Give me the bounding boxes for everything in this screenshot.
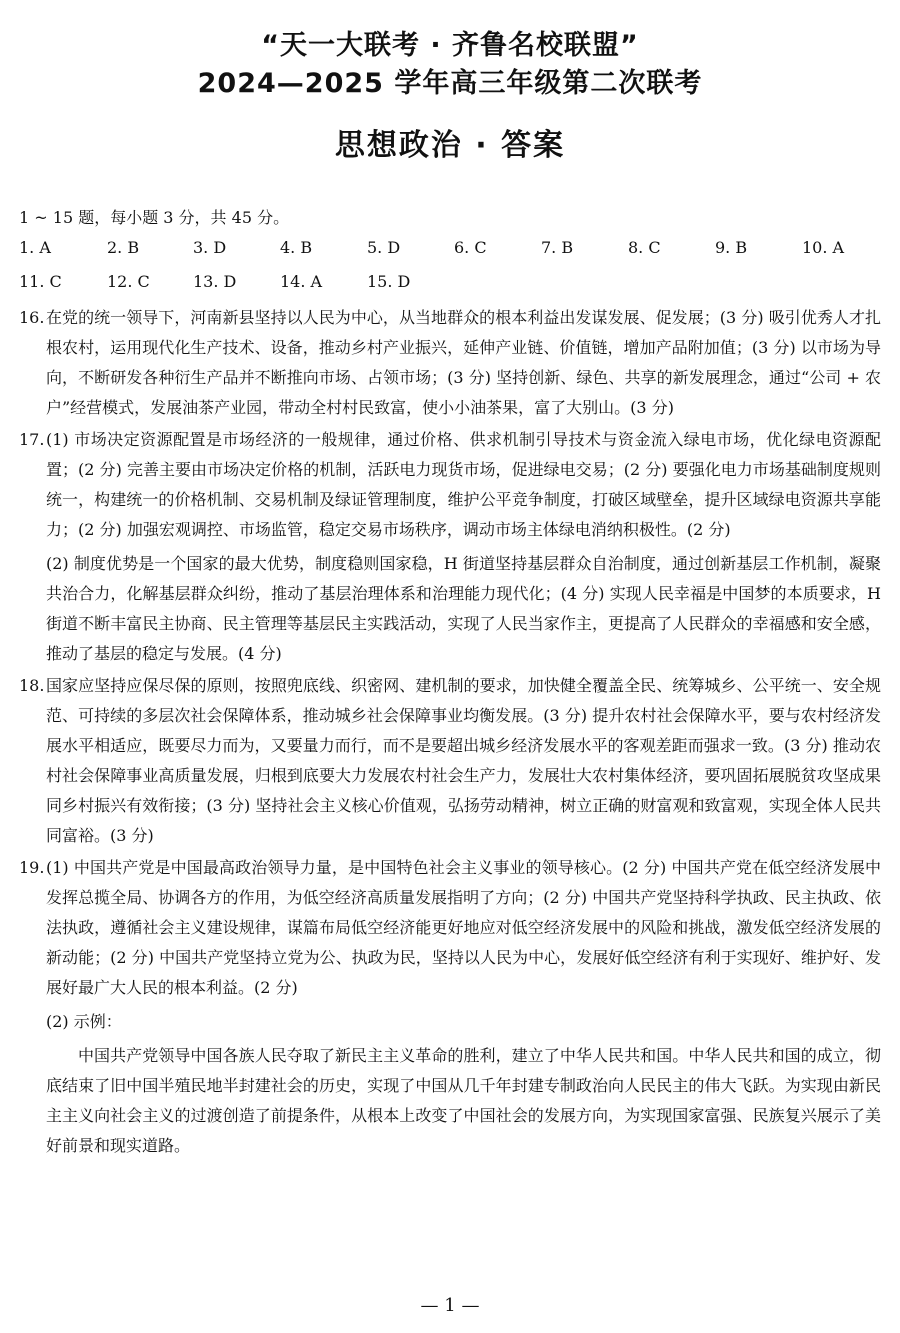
answer-text: 在党的统一领导下，河南新县坚持以人民为中心，从当地群众的根本利益出发谋发展、促发展；(3 分) 吸引优秀人才扎根农村，运用现代化生产技术、设备，推动乡村产业振兴，延伸产业链、价值链，增加产品附加值；(3 分) 以市场为导向，不断研发各种衍生产品并不断推向市场、占领市场；(3 分) 坚持创新、绿色、共享的新发展理念，通过“公司 + 农户”经营模式，发展油茶产业园，带动全村村民致富，使小小油茶果，富了大别山。(3 分) xyxy=(46,308,881,417)
exam-series-title: “天一大联考 · 齐鲁名校联盟” xyxy=(261,30,639,61)
answer-part-1: (1) 市场决定资源配置是市场经济的一般规律，通过价格、供求机制引导技术与资金流入绿电市场，优化绿电资源配置；(2 分) 完善主要由市场决定价格的机制，活跃电力现货市场，促进绿电交易；(2 分) 要强化电力市场基础制度规则统一，构建统一的价格机制、交易机制及绿证管理制度，维护公平竞争制度，打破区域壁垒，提升区域绿电资源共享能力；(2 分) 加强宏观调控、市场监管，稳定交易市场秩序，调动市场主体绿电消纳积极性。(2 分) xyxy=(46,430,881,539)
answer-part-2: (2) 制度优势是一个国家的最大优势，制度稳则国家稳，H 街道坚持基层群众自治制度，通过创新基层工作机制，凝聚共治合力，化解基层群众纠纷，推动了基层治理体系和治理能力现代化；(4 分) 实现人民幸福是中国梦的本质要求，H 街道不断丰富民主协商、民主管理等基层民主实践活动，实现了人民当家作主，更提高了人民群众的幸福感和安全感，推动了基层的稳定与发展。(4 分) xyxy=(46,554,881,663)
page-number: — 1 — xyxy=(420,1295,480,1316)
mc-answer: 13. D xyxy=(193,272,237,291)
subject-title: 思想政治 · 答案 xyxy=(334,128,566,163)
answer-part-2-label: (2) 示例： xyxy=(46,1012,122,1031)
answer-part-1: (1) 中国共产党是中国最高政治领导力量，是中国特色社会主义事业的领导核心。(2 分) 中国共产党在低空经济发展中发挥总揽全局、协调各方的作用，为低空经济高质量发展指明了方向；(2 分) 中国共产党坚持科学执政、民主执政、依法执政，遵循社会主义建设规律，谋篇布局低空经济能更好地应对低空经济发展中的风险和挑战，激发低空经济发展的新动能；(2 分) 中国共产党坚持立党为公、执政为民，坚持以人民为中心，发展好低空经济有利于实现好、维护好、发展好最广大人民的根本利益。(2 分) xyxy=(46,858,881,997)
mc-answer: 9. B xyxy=(715,238,748,257)
mc-answer-row-2 xyxy=(19,267,881,301)
question-16-answer xyxy=(19,303,881,423)
question-18-answer xyxy=(19,671,881,851)
mc-answer: 11. C xyxy=(19,272,62,291)
mc-answer-row-1 xyxy=(19,233,881,267)
question-17-answer xyxy=(19,425,881,669)
mc-answer: 10. A xyxy=(802,238,845,257)
answer-text: 国家应坚持应保尽保的原则，按照兜底线、织密网、建机制的要求，加快健全覆盖全民、统筹城乡、公平统一、安全规范、可持续的多层次社会保障体系，推动城乡社会保障事业均衡发展。(3 分) 提升农村社会保障水平，要与农村经济发展水平相适应，既要尽力而为，又要量力而行，而不是要超出城乡经济发展水平的客观差距而强求一致。(3 分) 推动农村社会保障事业高质量发展，归根到底要大力发展农村社会生产力，发展壮大农村集体经济，要巩固拓展脱贫攻坚成果同乡村振兴有效衔接；(3 分) 坚持社会主义核心价值观，弘扬劳动精神，树立正确的财富观和致富观，实现全体人民共同富裕。(3 分) xyxy=(46,676,881,845)
mc-answer: 3. D xyxy=(193,238,227,257)
mc-answer: 7. B xyxy=(541,238,574,257)
question-number: 19. xyxy=(19,858,45,877)
mc-answer: 2. B xyxy=(107,238,140,257)
mc-answer: 12. C xyxy=(107,272,150,291)
exam-year-title: 2024—2025 学年高三年级第二次联考 xyxy=(197,68,703,99)
mc-answer: 5. D xyxy=(367,238,401,257)
answer-part-2-example: 中国共产党领导中国各族人民夺取了新民主主义革命的胜利，建立了中华人民共和国。中华人民共和国的成立，彻底结束了旧中国半殖民地半封建社会的历史，实现了中国从几千年封建专制政治向人民民主的伟大飞跃。为实现由新民主主义向社会主义的过渡创造了前提条件，从根本上改变了中国社会的发展方向，为实现国家富强、民族复兴展示了美好前景和现实道路。 xyxy=(46,1046,881,1155)
question-number: 18. xyxy=(19,676,45,695)
mc-answer: 6. C xyxy=(454,238,487,257)
document-header xyxy=(0,28,900,166)
question-number: 16. xyxy=(19,308,45,327)
answer-content xyxy=(19,203,881,1161)
mc-answer: 14. A xyxy=(280,272,323,291)
mc-instructions: 1 ~ 15 题，每小题 3 分，共 45 分。 xyxy=(19,208,290,227)
question-number: 17. xyxy=(19,430,45,449)
mc-answer: 1. A xyxy=(19,238,51,257)
question-19-answer xyxy=(19,853,881,1161)
mc-answer: 15. D xyxy=(367,272,411,291)
mc-answer: 8. C xyxy=(628,238,661,257)
mc-answer: 4. B xyxy=(280,238,313,257)
